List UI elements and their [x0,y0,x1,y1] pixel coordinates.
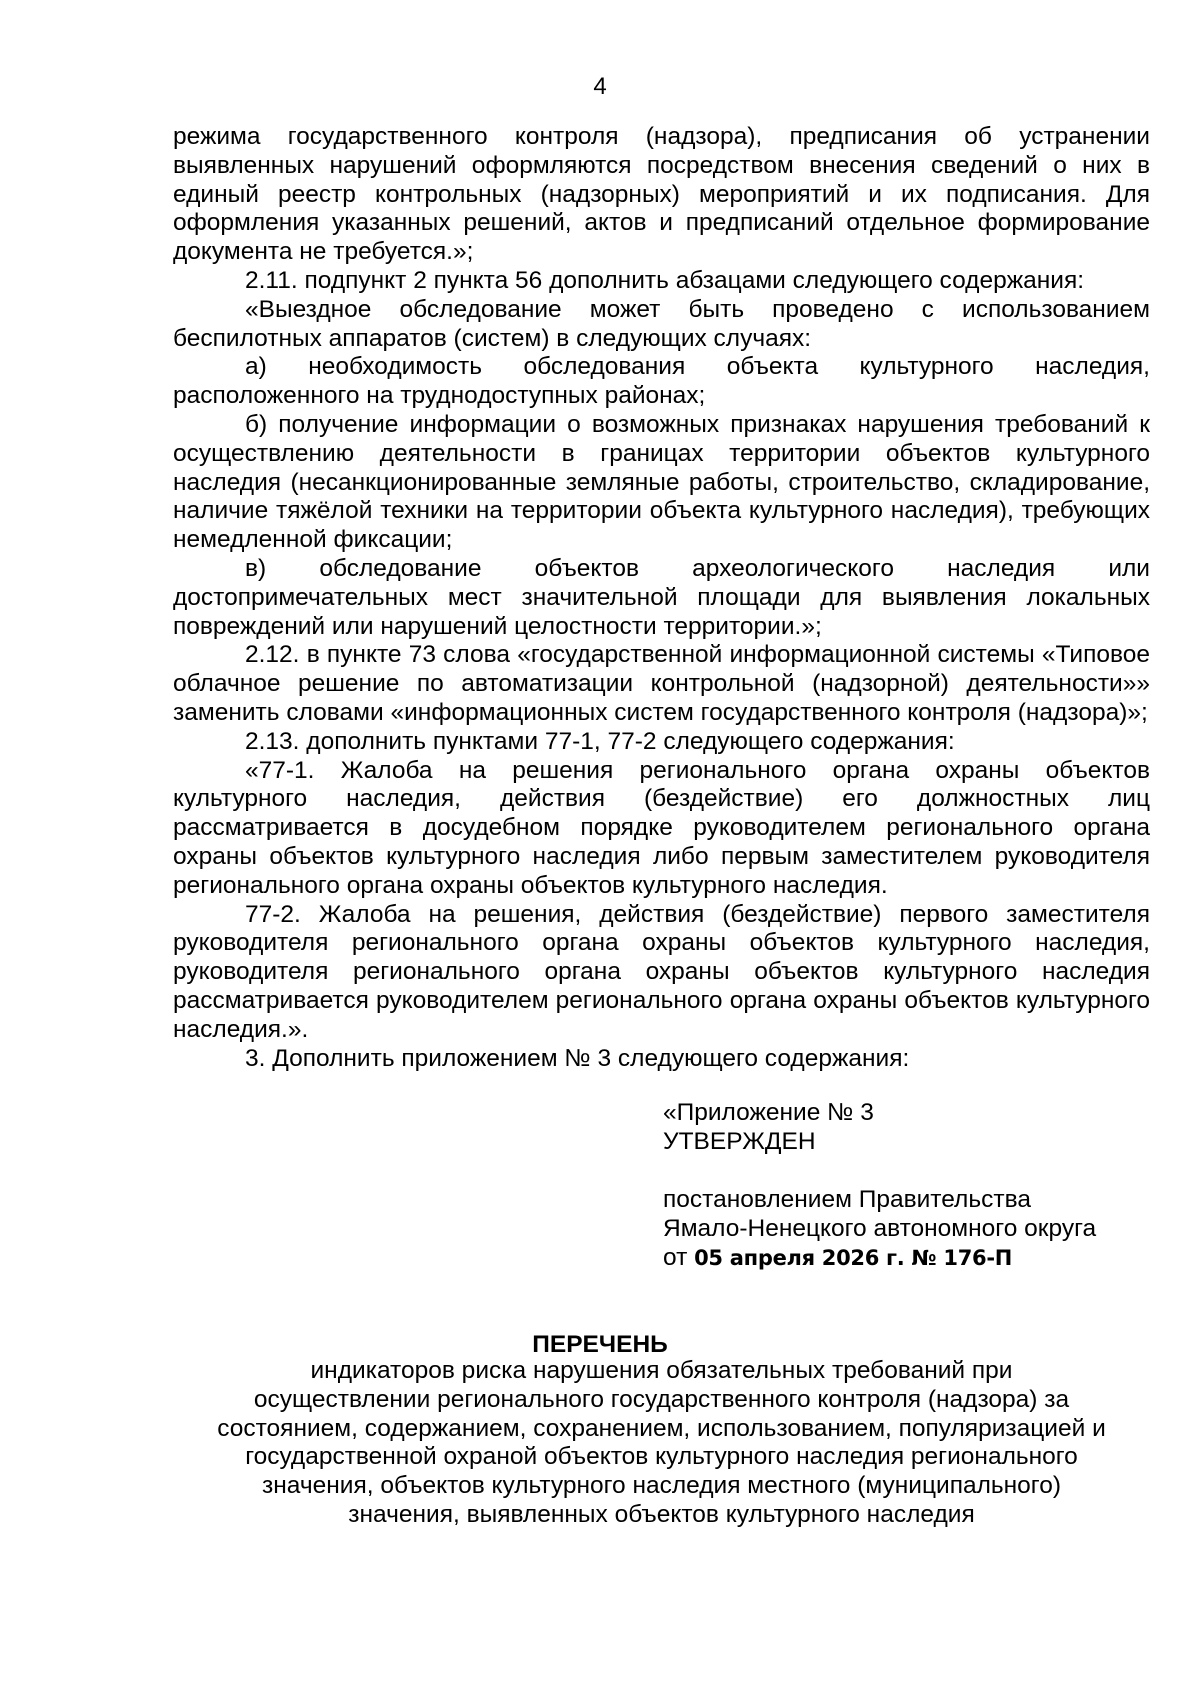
paragraph-item-77-2: 77-2. Жалоба на решения, действия (бездействие) первого заместителя руководителя регионального органа охраны объектов культурного наследия, руководителя регионального органа охраны объектов культурного наследия рассматривается руководителем регионального органа охраны объектов культурного наследия.». [173,900,1150,1043]
document-body [173,123,1150,1073]
list-subtitle-line: значения, выявленных объектов культурного наследия [348,1500,975,1528]
decree-line-1: постановлением Правительства [663,1186,1031,1213]
paragraph-item-2-11: 2.11. подпункт 2 пункта 56 дополнить абзацами следующего содержания: [245,266,1085,294]
paragraph-continuation: режима государственного контроля (надзора), предписания об устранении выявленных нарушений оформляются посредством внесения сведений о них в единый реестр контрольных (надзорных) мероприятий и их подписания. Для оформления указанных решений, актов и предписаний отдельное формирование документа не требуется.»; [173,123,1150,266]
approved-label: УТВЕРЖДЕН [663,1128,816,1155]
paragraph-case-b: б) получение информации о возможных признаках нарушения требований к осуществлению деятельности в границах территории объектов культурного наследия (несанкционированные земляные работы, строительство, складирование, наличие тяжёлой техники на территории объекта культурного наследия), требующих немедленной фиксации; [173,410,1150,554]
list-subtitle-line: государственной охраной объектов культурного наследия регионального [245,1443,1078,1471]
list-subtitle [173,1357,1150,1530]
paragraph-item-77-1: «77-1. Жалоба на решения регионального органа охраны объектов культурного наследия, действия (бездействие) его должностных лиц рассматривается в досудебном порядке руководителем регионального органа охраны объектов культурного наследия либо первым заместителем руководителя регионального органа охраны объектов культурного наследия. [173,756,1150,899]
decree-date-line [663,1243,1163,1273]
decree-line-2: Ямало-Ненецкого автономного округа [663,1215,1097,1242]
date-stamp: 05 апреля 2026 г. № 176-П [694,1246,1013,1270]
approval-spacer [663,1156,1163,1185]
paragraph-case-a: а) необходимость обследования объекта культурного наследия, расположенного на труднодоступных районах; [173,353,1150,410]
appendix-label: «Приложение № 3 [663,1099,874,1126]
paragraph-item-3: 3. Дополнить приложением № 3 следующего содержания: [245,1044,910,1072]
list-subtitle-line: осуществлении регионального государственного контроля (надзора) за [253,1385,1070,1413]
approval-block [663,1098,1163,1273]
paragraph-item-2-13: 2.13. дополнить пунктами 77-1, 77-2 следующего содержания: [245,727,955,755]
list-subtitle-line: значения, объектов культурного наследия местного (муниципального) [262,1472,1061,1500]
list-title: ПЕРЕЧЕНЬ [532,1331,668,1358]
date-prefix: от [663,1244,688,1271]
list-subtitle-line: индикаторов риска нарушения обязательных требований при [310,1357,1013,1384]
paragraph-case-c: в) обследование объектов археологического наследия или достопримечательных мест значительной площади для выявления локальных повреждений или нарушений целостности территории.»; [173,554,1150,640]
paragraph-item-2-12: 2.12. в пункте 73 слова «государственной информационной системы «Типовое облачное решение по автоматизации контрольной (надзорной) деятельности»» заменить словами «информационных систем государственного контроля (надзора)»; [173,641,1150,726]
list-subtitle-line: состоянием, содержанием, сохранением, использованием, популяризацией и [217,1414,1106,1442]
paragraph-field-inspection: «Выездное обследование может быть проведено с использованием беспилотных аппаратов (систем) в следующих случаях: [173,295,1150,352]
page-number: 4 [593,73,607,100]
